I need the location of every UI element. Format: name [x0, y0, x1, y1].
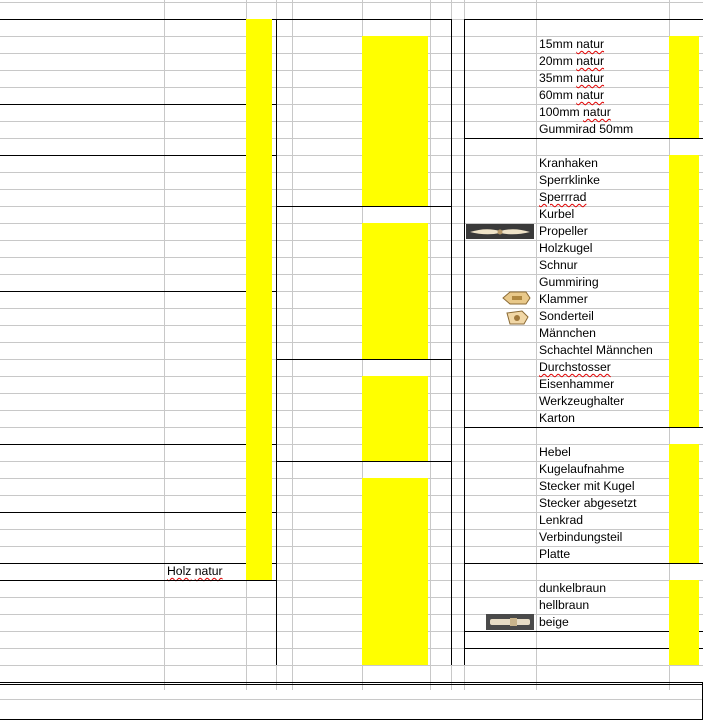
item-size[interactable]: [0, 342, 164, 359]
spellcheck-word: Holz: [167, 564, 192, 578]
item-size[interactable]: [292, 189, 362, 206]
item-name[interactable]: [536, 189, 669, 206]
item-count[interactable]: [669, 291, 699, 308]
sonderteil-icon: [504, 309, 530, 329]
item-name[interactable]: 100mm natur: [539, 105, 611, 119]
item-color[interactable]: [164, 257, 246, 274]
item-count[interactable]: [669, 121, 699, 138]
item-count[interactable]: [246, 87, 272, 104]
item-count[interactable]: [669, 223, 699, 240]
item-count[interactable]: [669, 478, 699, 495]
item-count[interactable]: [362, 631, 428, 648]
item-count[interactable]: [669, 359, 699, 376]
item-count[interactable]: [246, 274, 272, 291]
item-count[interactable]: [362, 597, 428, 614]
item-size[interactable]: [292, 444, 362, 461]
spellcheck-word: Durchstosser: [539, 360, 611, 374]
item-count[interactable]: [362, 342, 428, 359]
item-size[interactable]: [292, 36, 362, 53]
item-size[interactable]: [292, 155, 362, 172]
item-color[interactable]: [164, 495, 246, 512]
item-count[interactable]: [246, 53, 272, 70]
item-count[interactable]: [246, 546, 272, 563]
item-count[interactable]: [362, 444, 428, 461]
item-name[interactable]: beige: [539, 615, 569, 629]
item-size[interactable]: [292, 172, 362, 189]
item-name[interactable]: Platte: [539, 547, 571, 561]
item-count[interactable]: [362, 546, 428, 563]
item-name[interactable]: Propeller: [539, 224, 588, 238]
item-color[interactable]: [164, 274, 246, 291]
item-count[interactable]: [669, 155, 699, 172]
item-count[interactable]: [669, 393, 699, 410]
item-size[interactable]: [292, 648, 362, 665]
item-count[interactable]: [362, 410, 428, 427]
item-count[interactable]: [669, 206, 699, 223]
item-size[interactable]: [0, 189, 164, 206]
item-size[interactable]: [0, 478, 164, 495]
item-count[interactable]: [669, 274, 699, 291]
item-size[interactable]: [292, 138, 362, 155]
item-count[interactable]: [362, 70, 428, 87]
section-title[interactable]: [0, 19, 164, 36]
item-name[interactable]: Männchen: [539, 326, 596, 340]
item-count[interactable]: [362, 36, 428, 53]
summary-border: [0, 719, 703, 720]
section-title[interactable]: [0, 512, 164, 529]
item-name[interactable]: [536, 359, 669, 376]
item-size[interactable]: [292, 121, 362, 138]
item-count[interactable]: [246, 138, 272, 155]
item-count[interactable]: [669, 597, 699, 614]
item-size[interactable]: [292, 325, 362, 342]
item-count[interactable]: [362, 274, 428, 291]
item-size[interactable]: [292, 308, 362, 325]
item-count[interactable]: [246, 495, 272, 512]
item-name[interactable]: Stecker abgesetzt: [539, 496, 637, 510]
item-size[interactable]: [0, 257, 164, 274]
item-count[interactable]: [246, 529, 272, 546]
item-color[interactable]: [164, 223, 246, 240]
section-title[interactable]: [464, 19, 566, 36]
item-count[interactable]: [246, 206, 272, 223]
item-color[interactable]: [164, 138, 246, 155]
item-count-empty[interactable]: [246, 155, 272, 172]
item-size[interactable]: [0, 393, 164, 410]
item-count[interactable]: [362, 138, 428, 155]
item-name[interactable]: Schachtel Männchen: [539, 343, 653, 357]
item-color[interactable]: [164, 427, 246, 444]
item-size[interactable]: [292, 393, 362, 410]
grand-total-label[interactable]: [464, 686, 669, 703]
section-title[interactable]: [276, 359, 362, 376]
grand-total-value[interactable]: [669, 686, 703, 703]
item-color[interactable]: [164, 478, 246, 495]
item-count[interactable]: [362, 87, 428, 104]
item-count[interactable]: [669, 70, 699, 87]
item-count[interactable]: [362, 223, 428, 240]
header-label[interactable]: [0, 2, 246, 19]
section-title[interactable]: [0, 563, 164, 580]
item-size[interactable]: [292, 257, 362, 274]
item-size[interactable]: [292, 104, 362, 121]
item-size[interactable]: [292, 478, 362, 495]
item-size[interactable]: [292, 512, 362, 529]
item-color[interactable]: [164, 563, 246, 580]
item-count[interactable]: [246, 257, 272, 274]
item-count[interactable]: [246, 308, 272, 325]
item-size[interactable]: [0, 172, 164, 189]
section-title[interactable]: [464, 138, 566, 155]
propeller-icon: [466, 224, 534, 242]
item-count[interactable]: [362, 427, 428, 444]
item-count[interactable]: [362, 53, 428, 70]
item-count[interactable]: [669, 648, 699, 665]
item-size[interactable]: [292, 563, 362, 580]
item-count[interactable]: [246, 172, 272, 189]
item-count[interactable]: [362, 478, 428, 495]
item-count[interactable]: [246, 461, 272, 478]
item-color[interactable]: [164, 121, 246, 138]
summary-border: [0, 682, 703, 683]
item-count[interactable]: [362, 308, 428, 325]
item-count-empty[interactable]: [246, 104, 272, 121]
item-color[interactable]: [164, 53, 246, 70]
item-color[interactable]: [164, 461, 246, 478]
item-count[interactable]: [362, 580, 428, 597]
item-count[interactable]: [669, 546, 699, 563]
item-name[interactable]: Kranhaken: [539, 156, 598, 170]
item-size[interactable]: [292, 546, 362, 563]
item-name[interactable]: hellbraun: [539, 598, 590, 612]
item-count[interactable]: [669, 172, 699, 189]
spellcheck-word: natur: [576, 88, 605, 102]
item-name[interactable]: Sonderteil: [539, 309, 594, 323]
spellcheck-word: natur: [583, 105, 611, 119]
item-name[interactable]: Kugelaufnahme: [539, 462, 625, 476]
item-count[interactable]: [669, 444, 699, 461]
item-count[interactable]: [362, 172, 428, 189]
item-count[interactable]: [669, 342, 699, 359]
item-count[interactable]: [362, 155, 428, 172]
item-size[interactable]: [0, 410, 164, 427]
item-color[interactable]: [164, 546, 246, 563]
item-count[interactable]: [362, 512, 428, 529]
item-count[interactable]: [669, 104, 699, 121]
item-size[interactable]: [0, 206, 164, 223]
item-color[interactable]: [164, 206, 246, 223]
item-size[interactable]: [0, 240, 164, 257]
item-name[interactable]: Kurbel: [539, 207, 575, 221]
item-color[interactable]: [164, 376, 246, 393]
item-size[interactable]: [0, 325, 164, 342]
item-count[interactable]: [246, 359, 272, 376]
sum-label[interactable]: [464, 665, 669, 682]
item-color[interactable]: [164, 172, 246, 189]
item-color[interactable]: [164, 240, 246, 257]
item-count[interactable]: [246, 478, 272, 495]
item-name[interactable]: Schnur: [539, 258, 578, 272]
item-name[interactable]: Werkzeughalter: [539, 394, 625, 408]
section-title[interactable]: [464, 563, 566, 580]
item-size[interactable]: [0, 36, 164, 53]
item-color[interactable]: [164, 70, 246, 87]
item-color[interactable]: [164, 529, 246, 546]
item-count-empty[interactable]: [246, 19, 272, 36]
item-size[interactable]: [292, 70, 362, 87]
item-count[interactable]: [246, 36, 272, 53]
item-size[interactable]: [292, 597, 362, 614]
item-count[interactable]: [669, 580, 699, 597]
item-name[interactable]: Klammer: [539, 292, 588, 306]
item-count[interactable]: [362, 529, 428, 546]
item-count[interactable]: [246, 427, 272, 444]
item-size[interactable]: [0, 376, 164, 393]
item-count[interactable]: [362, 189, 428, 206]
sum-label[interactable]: [164, 665, 246, 682]
item-color[interactable]: [164, 359, 246, 376]
spellcheck-word: natur: [194, 564, 223, 578]
sum-value[interactable]: [246, 665, 276, 682]
item-name[interactable]: Hebel: [539, 445, 571, 459]
column-border: [451, 19, 452, 665]
item-size[interactable]: [0, 53, 164, 70]
spellcheck-word: Sperrrad: [539, 190, 587, 204]
sum-value[interactable]: [362, 665, 430, 682]
item-count[interactable]: [669, 240, 699, 257]
item-size[interactable]: [0, 274, 164, 291]
item-count[interactable]: [362, 614, 428, 631]
item-count[interactable]: [669, 325, 699, 342]
item-size[interactable]: [0, 223, 164, 240]
item-count[interactable]: [362, 121, 428, 138]
item-name[interactable]: Verbindungsteil: [539, 530, 623, 544]
item-count[interactable]: [362, 495, 428, 512]
spellcheck-word: natur: [576, 71, 605, 85]
item-size[interactable]: [292, 87, 362, 104]
item-size[interactable]: [292, 291, 362, 308]
item-name[interactable]: Holzkugel: [539, 241, 593, 255]
item-count[interactable]: [246, 563, 272, 580]
klammer-icon: [500, 289, 532, 310]
section-title[interactable]: [464, 427, 566, 444]
item-size[interactable]: [292, 580, 362, 597]
item-name[interactable]: Sperrklinke: [539, 173, 600, 187]
item-count[interactable]: [669, 36, 699, 53]
item-size[interactable]: [292, 223, 362, 240]
item-count[interactable]: [362, 104, 428, 121]
item-size[interactable]: [292, 53, 362, 70]
item-count[interactable]: [246, 342, 272, 359]
item-count[interactable]: [362, 648, 428, 665]
item-size[interactable]: [292, 427, 362, 444]
item-color[interactable]: [164, 36, 246, 53]
item-name[interactable]: Lenkrad: [539, 513, 584, 527]
section-title[interactable]: [0, 155, 164, 172]
item-count-empty[interactable]: [246, 512, 272, 529]
item-count[interactable]: [669, 461, 699, 478]
item-name[interactable]: dunkelbraun: [539, 581, 607, 595]
header-value[interactable]: [246, 2, 276, 19]
item-size[interactable]: [292, 240, 362, 257]
item-color[interactable]: [164, 410, 246, 427]
item-count[interactable]: [246, 393, 272, 410]
item-size[interactable]: [292, 342, 362, 359]
section-title[interactable]: [276, 19, 362, 36]
item-size[interactable]: [0, 308, 164, 325]
item-count[interactable]: [669, 189, 699, 206]
item-name[interactable]: Gummirad 50mm: [539, 122, 634, 136]
item-count[interactable]: [362, 325, 428, 342]
item-count[interactable]: [246, 376, 272, 393]
item-count[interactable]: [669, 495, 699, 512]
item-name[interactable]: 15mm natur: [539, 37, 605, 51]
column-border: [464, 19, 465, 665]
section-title[interactable]: [276, 206, 362, 223]
column-border: [276, 19, 277, 665]
item-color[interactable]: [164, 342, 246, 359]
item-name[interactable]: Stecker mit Kugel: [539, 479, 635, 493]
item-count[interactable]: [669, 376, 699, 393]
spellcheck-word: natur: [576, 54, 605, 68]
item-count[interactable]: [246, 410, 272, 427]
item-count[interactable]: [669, 512, 699, 529]
item-size[interactable]: [292, 529, 362, 546]
item-count[interactable]: [669, 529, 699, 546]
item-count[interactable]: [246, 121, 272, 138]
section-title[interactable]: [0, 291, 164, 308]
item-count[interactable]: [669, 87, 699, 104]
item-count[interactable]: [246, 70, 272, 87]
section-title[interactable]: [464, 631, 566, 648]
item-name[interactable]: 60mm natur: [539, 88, 605, 102]
item-color[interactable]: [164, 189, 246, 206]
spellcheck-word: natur: [576, 37, 605, 51]
item-count[interactable]: [669, 410, 699, 427]
item-size[interactable]: [292, 274, 362, 291]
item-size[interactable]: [292, 495, 362, 512]
item-size[interactable]: [0, 70, 164, 87]
section-border: [0, 580, 276, 581]
item-size[interactable]: [0, 546, 164, 563]
item-count[interactable]: [246, 240, 272, 257]
item-color[interactable]: [164, 87, 246, 104]
item-count[interactable]: [362, 393, 428, 410]
item-size[interactable]: [0, 495, 164, 512]
item-name[interactable]: Karton: [539, 411, 575, 425]
item-count[interactable]: [362, 291, 428, 308]
item-count[interactable]: [362, 376, 428, 393]
item-size[interactable]: [0, 359, 164, 376]
section-title[interactable]: [0, 444, 164, 461]
item-size[interactable]: [292, 410, 362, 427]
item-size[interactable]: [292, 376, 362, 393]
item-size[interactable]: [292, 614, 362, 631]
item-count[interactable]: [669, 614, 699, 631]
item-color[interactable]: [164, 308, 246, 325]
item-color[interactable]: [164, 325, 246, 342]
item-name[interactable]: 20mm natur: [539, 54, 605, 68]
item-count[interactable]: [362, 240, 428, 257]
item-count[interactable]: [669, 308, 699, 325]
item-count-empty[interactable]: [246, 444, 272, 461]
item-count[interactable]: [362, 257, 428, 274]
item-size[interactable]: [0, 87, 164, 104]
section-title[interactable]: [464, 648, 566, 665]
item-size[interactable]: [0, 427, 164, 444]
item-count[interactable]: [669, 257, 699, 274]
sum-label[interactable]: [276, 665, 362, 682]
item-count[interactable]: [669, 631, 699, 648]
item-count-empty[interactable]: [246, 291, 272, 308]
item-size[interactable]: [292, 631, 362, 648]
item-name[interactable]: 35mm natur: [539, 71, 605, 85]
item-color[interactable]: [164, 393, 246, 410]
section-title[interactable]: [276, 461, 362, 478]
item-count[interactable]: [246, 325, 272, 342]
item-count[interactable]: [669, 53, 699, 70]
summary-border: [0, 684, 703, 685]
section-title[interactable]: [0, 104, 164, 121]
item-name[interactable]: Gummiring: [539, 275, 599, 289]
sum-value[interactable]: [669, 665, 703, 682]
item-count[interactable]: [246, 189, 272, 206]
grid-line-vertical: [430, 0, 431, 690]
item-size[interactable]: [0, 461, 164, 478]
item-count[interactable]: [246, 223, 272, 240]
item-name[interactable]: Eisenhammer: [539, 377, 615, 391]
item-count[interactable]: [362, 563, 428, 580]
